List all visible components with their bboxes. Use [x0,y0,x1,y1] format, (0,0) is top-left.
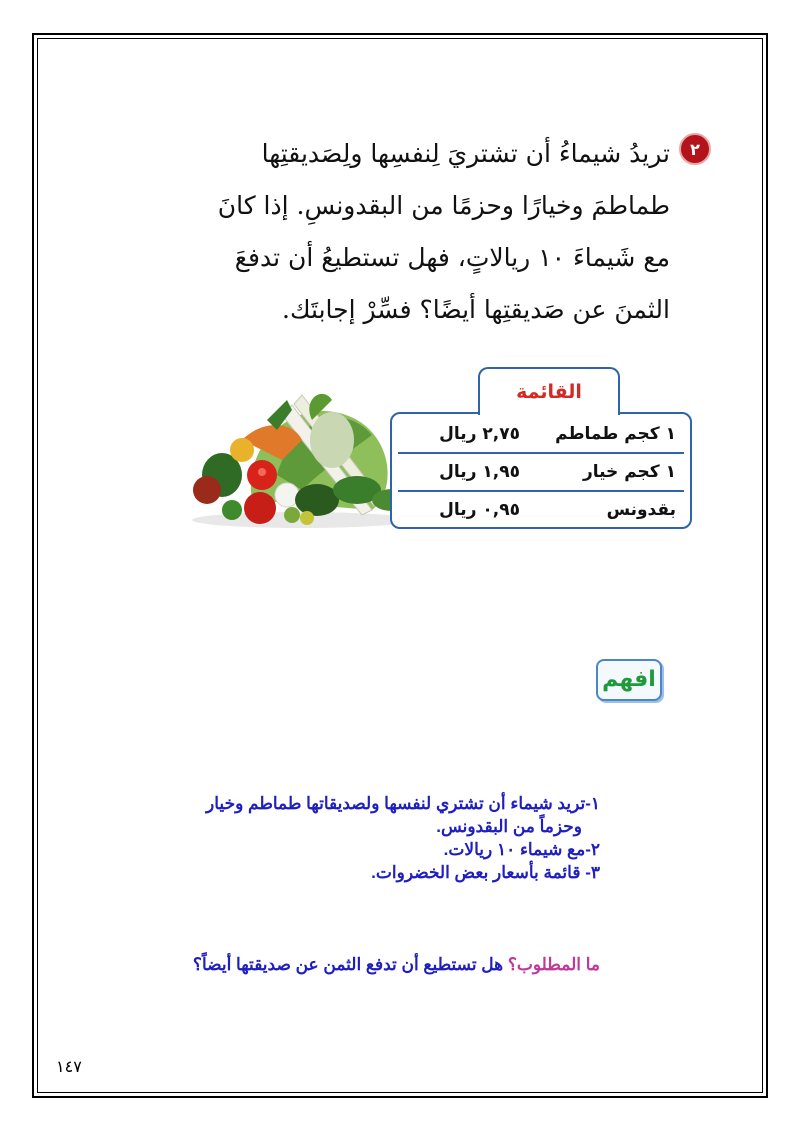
problem-line: طماطمَ وخيارًا وحزمًا من البقدونسِ. إذا كانَ [217,191,670,220]
given-facts-list [140,792,600,884]
fact-line: وحزماً من البقدونس. [436,817,582,836]
problem-line: تريدُ شيماءُ أن تشتريَ لِنفسِها ولِصَديقتِها [261,139,670,168]
problem-line: الثمنَ عن صَديقتِها أيضًا؟ فسِّرْ إجابتَك. [282,295,670,324]
item-name: ١ كجم طماطم [555,424,676,444]
understand-label: افهم [596,659,662,701]
item-price: ١,٩٥ ريال [439,462,520,482]
price-row [392,492,690,529]
vegetables-image [182,380,422,530]
required-question [110,955,600,975]
price-row [392,454,690,491]
item-name: ١ كجم خيار [582,462,676,482]
fact-line: ٢-مع شيماء ١٠ ريالات. [443,840,600,859]
price-list-title: القائمة [478,367,620,415]
problem-line: مع شَيماءَ ١٠ ريالاتٍ، فهل تستطيعُ أن تدفعَ [234,243,670,272]
price-list-table [390,412,692,529]
required-label: ما المطلوب؟ [507,955,600,974]
item-name: بقدونس [606,500,676,520]
price-row [392,416,690,453]
required-text: هل تستطيع أن تدفع الثمن عن صديقتها أيضاً؟ [192,955,504,974]
fact-line: ١-تريد شيماء أن تشتري لنفسها ولصديقاتها طماطم وخيار [206,794,600,813]
problem-statement [170,128,670,336]
item-price: ٠,٩٥ ريال [439,500,520,520]
page-number: ١٤٧ [56,1057,82,1076]
question-number-badge: ٢ [679,133,711,165]
item-price: ٢,٧٥ ريال [439,424,520,444]
fact-line: ٣- قائمة بأسعار بعض الخضروات. [371,863,600,882]
